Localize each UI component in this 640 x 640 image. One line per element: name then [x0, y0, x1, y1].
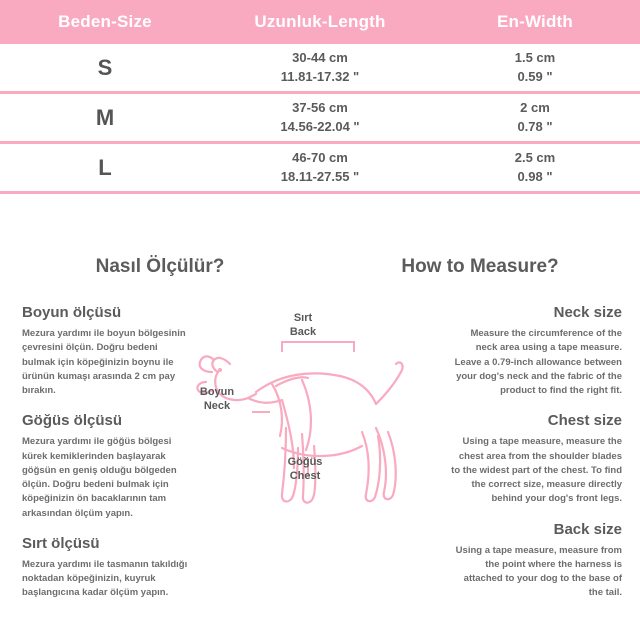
section-body: Mezura yardımı ile tasmanın takıldığı noktadan köpeğinizin, kuyruk başlangıcına kadar ölçüm yapın.	[22, 558, 188, 599]
english-instructions	[450, 304, 640, 615]
cell-width-cm: 2.5 cm	[514, 149, 556, 165]
cell-width-in: 0.59 "	[517, 68, 553, 84]
table-header-width: En-Width	[496, 12, 574, 31]
section-body: Measure the circumference of the neck area using a tape measure. Leave a 0.79-inch allowance between your dog's neck and the fabric of the product to find the right fit.	[454, 328, 622, 396]
section-title: Göğüs ölçüsü	[22, 412, 123, 430]
section-back-size	[450, 521, 622, 601]
heading-tr: Nasıl Ölçülür?	[95, 256, 225, 277]
cell-width	[430, 99, 640, 137]
heading-en: How to Measure?	[401, 256, 559, 277]
section-chest-size	[450, 412, 622, 506]
dog-diagram	[190, 308, 450, 558]
label-back-tr: Sırt	[293, 312, 313, 324]
section-body: Mezura yardımı ile göğüs bölgesi kürek kemiklerinden başlayarak göğsün en geniş olduğu bölgeden ölçün. Doğru bedeni bulmak için köpeğinizin ön bacaklarının tam arkasından ölçüm yapın.	[22, 436, 177, 519]
cell-length	[210, 99, 430, 137]
section-body: Using a tape measure, measure from the point where the harness is attached to your dog to the base of the tail.	[455, 544, 622, 599]
section-boyun-olcusu	[22, 304, 190, 398]
back-measure-bracket	[282, 342, 354, 352]
cell-length	[210, 49, 430, 87]
cell-length-cm: 46-70 cm	[292, 149, 348, 165]
section-title: Back size	[553, 520, 622, 538]
cell-width-cm: 1.5 cm	[514, 49, 556, 65]
section-title: Chest size	[547, 412, 622, 430]
label-neck-tr: Boyun	[199, 386, 235, 398]
section-title: Neck size	[553, 304, 622, 321]
cell-width-in: 0.98 "	[517, 168, 553, 184]
section-sirt-olcusu	[22, 535, 190, 601]
turkish-instructions	[0, 304, 190, 615]
cell-length	[210, 149, 430, 187]
measure-content	[0, 304, 640, 615]
section-gogus-olcusu	[22, 412, 190, 521]
cell-length-in: 14.56-22.04 "	[280, 118, 360, 134]
table-header-row	[0, 0, 640, 44]
label-neck	[178, 386, 256, 414]
section-body: Mezura yardımı ile boyun bölgesinin çevresini ölçün. Doğru bedeni bulmak için köpeğinizin boynu ile ürünün kumaşı arasında 2 cm pay bırakın.	[22, 328, 186, 396]
cell-length-in: 18.11-27.55 "	[280, 168, 360, 184]
section-title: Sırt ölçüsü	[22, 534, 100, 552]
section-neck-size	[450, 304, 622, 398]
cell-width-cm: 2 cm	[520, 99, 550, 115]
table-header-size: Beden-Size	[58, 12, 152, 31]
cell-size: L	[98, 154, 112, 180]
table-row	[0, 144, 640, 194]
dog-diagram-column	[190, 304, 450, 615]
cell-width	[430, 149, 640, 187]
label-neck-en: Neck	[203, 399, 231, 412]
how-to-measure-headings	[0, 256, 640, 278]
table-row	[0, 44, 640, 94]
label-chest-tr: Göğüs	[287, 456, 323, 468]
cell-length-cm: 30-44 cm	[292, 49, 348, 65]
table-row	[0, 94, 640, 144]
cell-length-in: 11.81-17.32 "	[280, 68, 360, 84]
label-back	[268, 312, 338, 340]
cell-width	[430, 49, 640, 87]
table-header-length: Uzunluk-Length	[254, 12, 386, 31]
section-title: Boyun ölçüsü	[22, 304, 122, 321]
label-chest	[274, 456, 336, 484]
dog-outline-icon	[190, 308, 450, 558]
label-back-en: Back	[289, 325, 317, 338]
cell-size: S	[97, 54, 113, 80]
cell-length-cm: 37-56 cm	[292, 99, 348, 115]
cell-size: M	[95, 104, 115, 130]
section-body: Using a tape measure, measure the chest area from the shoulder blades to the widest part of the chest. To find the correct size, measure directly behind your dog's front legs.	[451, 436, 622, 505]
label-chest-en: Chest	[289, 469, 321, 482]
size-table	[0, 0, 640, 194]
cell-width-in: 0.78 "	[517, 118, 553, 134]
